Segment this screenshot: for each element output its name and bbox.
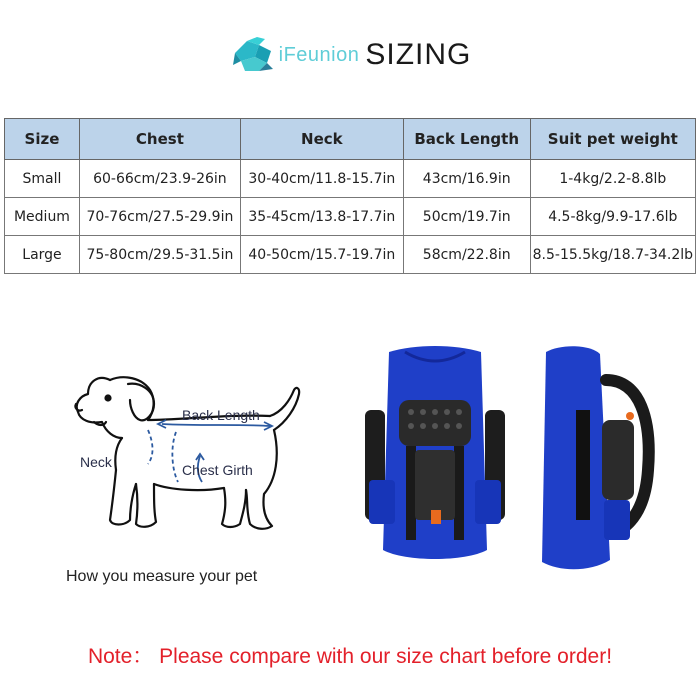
table-cell: 4.5-8kg/9.9-17.6lb (530, 198, 695, 236)
table-cell: 8.5-15.5kg/18.7-34.2lb (530, 236, 695, 274)
table-cell: Medium (5, 198, 80, 236)
table-row (5, 160, 696, 198)
size-table (4, 118, 696, 274)
table-row (5, 198, 696, 236)
dog-face-logo-icon (229, 35, 277, 75)
table-cell: Large (5, 236, 80, 274)
table-cell: 70-76cm/27.5-29.9in (79, 198, 240, 236)
table-cell: 40-50cm/15.7-19.7in (240, 236, 403, 274)
table-cell: 43cm/16.9in (403, 160, 530, 198)
back-length-label: Back Length (182, 407, 260, 423)
table-cell: Small (5, 160, 80, 198)
measure-caption: How you measure your pet (66, 568, 258, 585)
backpack-side-icon (520, 340, 670, 580)
chest-girth-label: Chest Girth (182, 462, 253, 478)
table-cell: 1-4kg/2.2-8.8lb (530, 160, 695, 198)
table-cell: 50cm/19.7in (403, 198, 530, 236)
brand-name: iFeunion (278, 43, 360, 66)
table-cell: 75-80cm/29.5-31.5in (79, 236, 240, 274)
neck-label: Neck (80, 454, 112, 470)
column-header-chest: Chest (79, 119, 240, 160)
column-header-back-length: Back Length (403, 119, 530, 160)
table-cell: 60-66cm/23.9-26in (79, 160, 240, 198)
product-images (355, 340, 675, 580)
table-row (5, 236, 696, 274)
brand-logo (229, 35, 472, 75)
table-cell: 30-40cm/11.8-15.7in (240, 160, 403, 198)
note-text: Note： Please compare with our size chart before order! (87, 645, 613, 668)
header (0, 30, 700, 80)
page-title: SIZING (365, 38, 472, 71)
table-cell: 35-45cm/13.8-17.7in (240, 198, 403, 236)
backpack-front-icon (355, 340, 515, 580)
dog-measure-diagram (50, 360, 320, 600)
table-header-row (5, 119, 696, 160)
column-header-weight: Suit pet weight (530, 119, 695, 160)
table-cell: 58cm/22.8in (403, 236, 530, 274)
column-header-neck: Neck (240, 119, 403, 160)
column-header-size: Size (5, 119, 80, 160)
